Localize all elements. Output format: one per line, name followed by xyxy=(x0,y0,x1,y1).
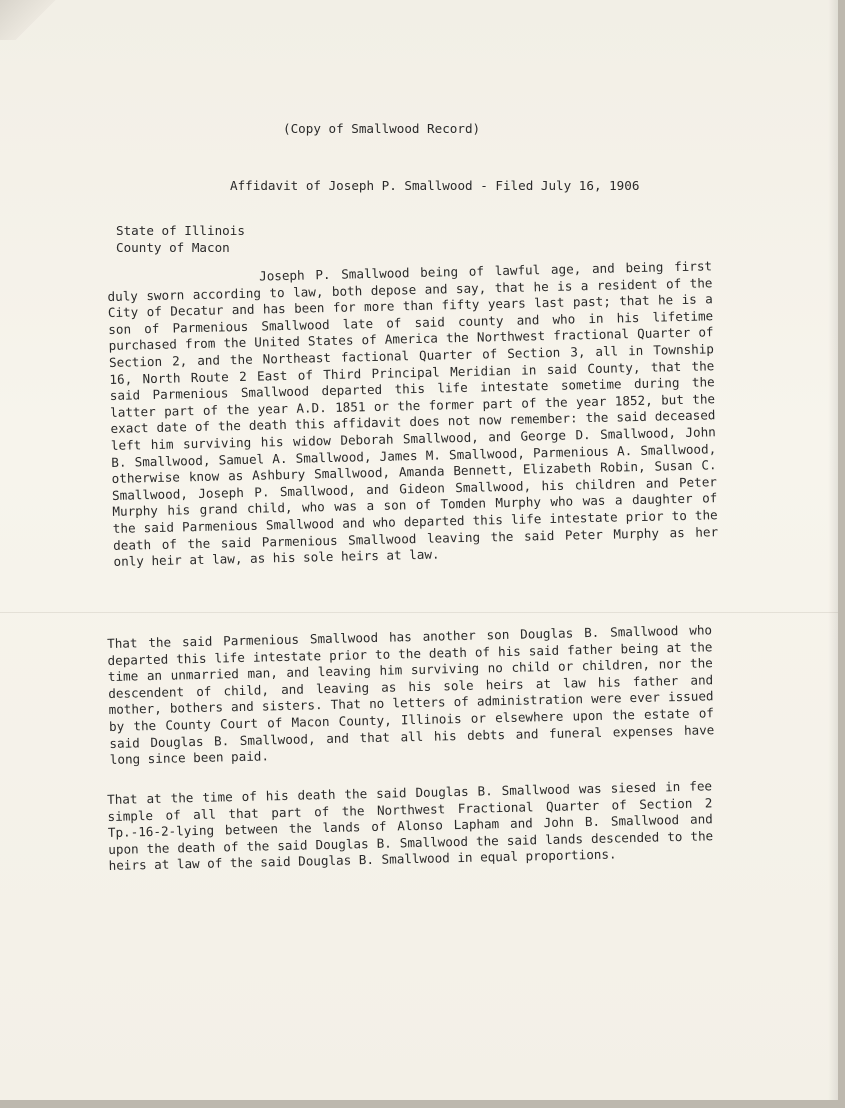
document-title: (Copy of Smallwood Record) xyxy=(283,121,481,136)
page-fold-line xyxy=(0,612,838,613)
page-edge-shadow xyxy=(828,0,838,1100)
county-line: County of Macon xyxy=(116,240,230,255)
document-subtitle: Affidavit of Joseph P. Smallwood - Filed July 16, 1906 xyxy=(230,178,640,193)
page-corner-curl xyxy=(0,0,60,40)
affidavit-paragraph-1: Joseph P. Smallwood being of lawful age, and being first duly sworn according to law, both depose and say, that he is a resident of the City of Decatur and has been for more than fifty years last past; that he is a son of Parmenious Smallwood late of said county and who in his lifetime purchased from the United States of America the Northwest fractional Quarter of Section 2, and the Northeast factional Quarter of Section 3, all in Township 16, North Route 2 East of Third Principal Meridian in said County, that the said Parmenious Smallwood departed this life intestate sometime during the latter part of the year A.D. 1851 or the former part of the year 1852, but the exact date of the death this affidavit does not now remember: the said deceased left him surviving his widow Deborah Smallwood, and George D. Smallwood, John B. Smallwood, Samuel A. Smallwood, James M. Smallwood, Parmenious A. Smallwood, otherwise know as Ashbury Smallwood, Amanda Bennett, Elizabeth Robin, Susan C. Smallwood, Joseph P. Smallwood, and Gideon Smallwood, his children and Peter Murphy his grand child, who was a son of Tomden Murphy who was a daughter of the said Parmenious Smallwood and who departed this life intestate prior to the death of the said Parmenious Smallwood leaving the said Peter Murphy as her only heir at law, as his sole heirs at law. xyxy=(107,258,719,570)
jurisdiction-block xyxy=(116,222,245,256)
state-line: State of Illinois xyxy=(116,223,245,238)
affidavit-paragraph-3: That at the time of his death the said Douglas B. Smallwood was siesed in fee simple of all that part of the Northwest Fractional Quarter of Section 2 Tp.-16-2-lying between the lands of Alonso Lapham and John B. Smallwood and upon the death of the said Douglas B. Smallwood the said lands descended to the heirs at law of the said Douglas B. Smallwood in equal proportions. xyxy=(107,778,714,874)
affidavit-paragraph-2: That the said Parmenious Smallwood has another son Douglas B. Smallwood who departed this life intestate prior to the death of his said father being at the time an unmarried man, and leaving him surviving no child or children, nor the descendent of child, and leaving as his sole heirs at law his father and mother, bothers and sisters. That no letters of administration were ever issued by the County Court of Macon County, Illinois or elsewhere upon the estate of said Douglas B. Smallwood, and that all his debts and funeral expenses have long since been paid. xyxy=(107,622,715,768)
